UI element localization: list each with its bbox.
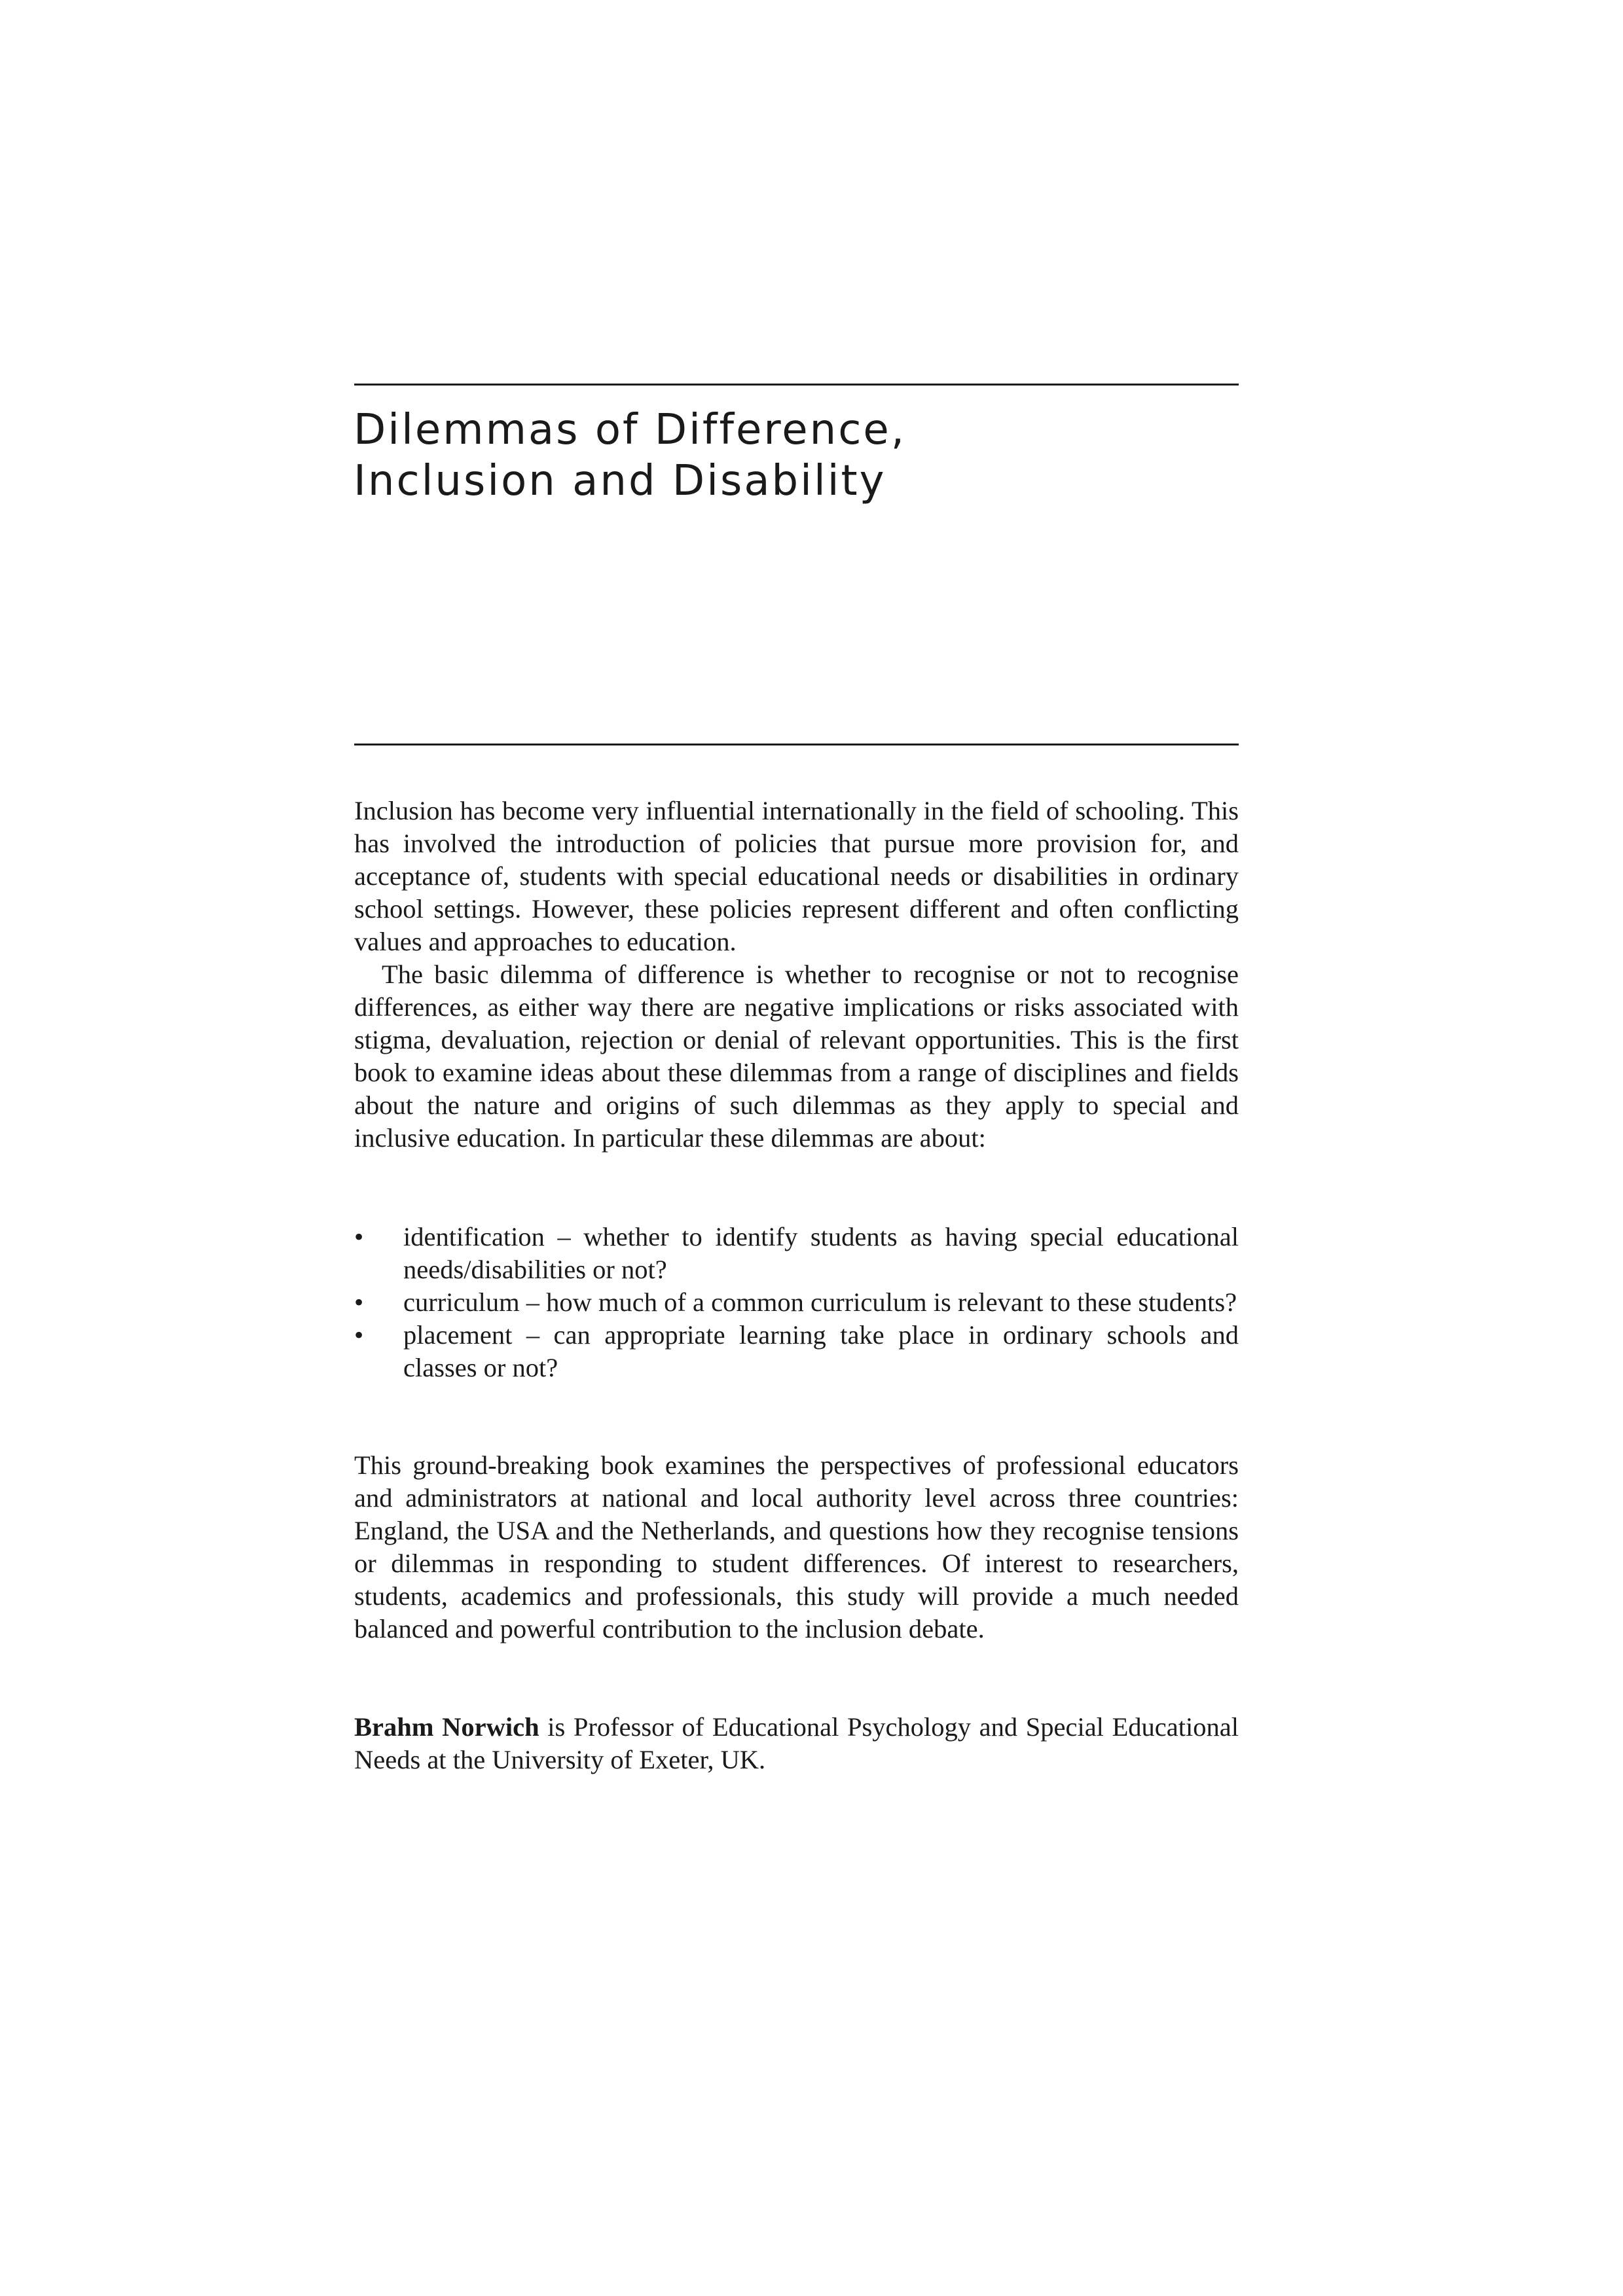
list-item-text: placement – can appropriate learning take place in ordinary schools and classes or not? <box>403 1320 1239 1382</box>
bottom-rule <box>354 744 1239 745</box>
author-bio-text: is Professor of Educational Psychology and Special Educational Needs at the University of Exeter, UK. <box>354 1712 1239 1774</box>
book-title-line-1: Dilemmas of Difference, <box>354 406 907 454</box>
bullet-icon: • <box>354 1287 364 1317</box>
intro-paragraph-1: Inclusion has become very influential internationally in the field of schooling. This has involved the introduction of policies that pursue more provision for, and acceptance of, students with special educational needs or disabilities in ordinary school settings. However, these policies represent different and often conflicting values and approaches to education. <box>354 796 1239 956</box>
dilemma-list <box>354 1221 1239 1384</box>
book-title <box>354 404 1244 507</box>
author-bio <box>354 1711 1239 1776</box>
bullet-icon: • <box>354 1222 364 1251</box>
top-rule <box>354 384 1239 386</box>
book-title-line-2: Inclusion and Disability <box>354 457 886 505</box>
book-description <box>354 1449 1239 1645</box>
intro-section <box>354 795 1239 1155</box>
list-item <box>354 1286 1239 1319</box>
list-item <box>354 1319 1239 1384</box>
list-item-text: identification – whether to identify students as having special educational needs/disabilities or not? <box>403 1222 1239 1284</box>
list-item-text: curriculum – how much of a common curriculum is relevant to these students? <box>403 1287 1237 1317</box>
list-item <box>354 1221 1239 1286</box>
bullet-icon: • <box>354 1320 364 1350</box>
intro-paragraph-2: The basic dilemma of difference is whether to recognise or not to recognise differences, as either way there are negative implications or risks associated with stigma, devaluation, rejection or denial of relevant opportunities. This is the first book to examine ideas about these dilemmas from a range of disciplines and fields about the nature and origins of such dilemmas as they apply to special and inclusive education. In particular these dilemmas are about: <box>354 960 1239 1153</box>
author-bio-paragraph <box>354 1711 1239 1776</box>
book-description-paragraph: This ground-breaking book examines the perspectives of professional educators and administrators at national and local authority level across three countries: England, the USA and the Netherlands, and questions how they recognise tensions or dilemmas in responding to student differences. Of interest to researchers, students, academics and professionals, this study will provide a much needed balanced and powerful contribution to the inclusion debate. <box>354 1450 1239 1643</box>
author-name: Brahm Norwich <box>354 1712 539 1742</box>
